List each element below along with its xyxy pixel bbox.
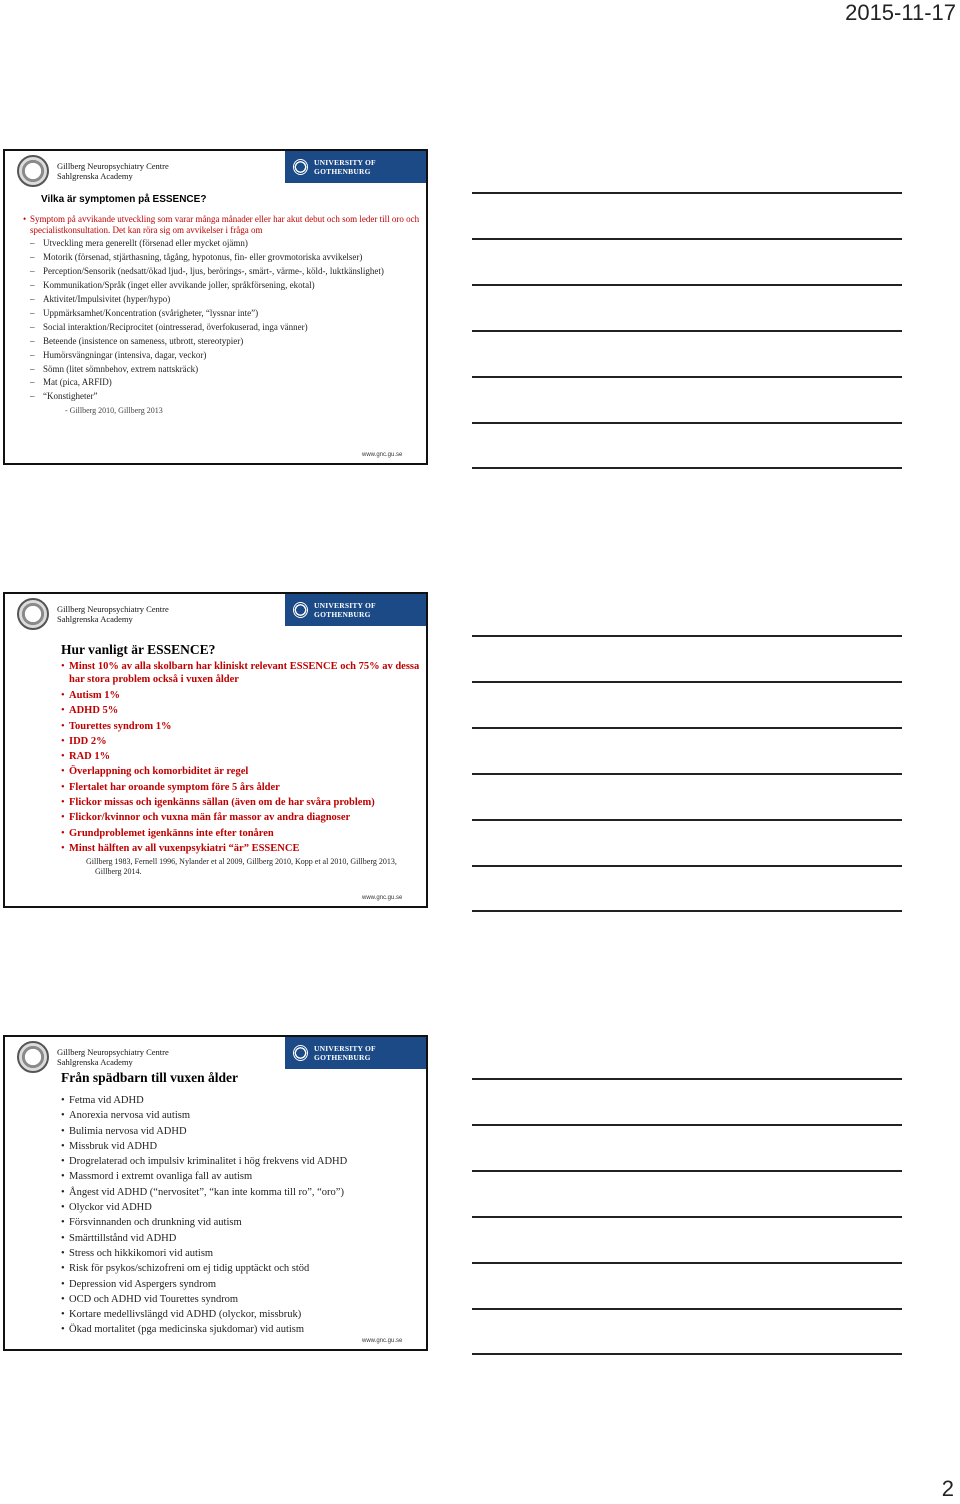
reference-line: Gillberg 2014. [95, 866, 142, 876]
gnc-seal-icon [17, 598, 49, 630]
note-line [472, 681, 902, 683]
note-line [472, 1262, 902, 1264]
list-item: • Minst 10% av alla skolbarn har kliniskt relevant ESSENCE och 75% av dessa har stora problem också i vuxen ålder [61, 661, 427, 686]
list-item: • Flertalet har oroande symptom före 5 års ålder [61, 780, 427, 795]
list-item: – Beteende (insistence on sameness, utbrott, stereotypier) [25, 335, 427, 349]
list-item: • ADHD 5% [61, 703, 427, 718]
list-item: – Perception/Sensorik (nedsatt/ökad ljud-, ljus, berörings-, smärt-, värme-, köld-, luktkänslighet) [25, 265, 427, 279]
note-line [472, 910, 902, 912]
list-item: • Depression vid Aspergers syndrom [61, 1277, 427, 1292]
list-item: • Tourettes syndrom 1% [61, 719, 427, 734]
note-line [472, 1353, 902, 1355]
list-item: • Anorexia nervosa vid autism [61, 1108, 427, 1123]
slide-title: Från spädbarn till vuxen ålder [61, 1070, 239, 1085]
list-item: • OCD och ADHD vid Tourettes syndrom [61, 1292, 427, 1307]
gnc-seal-icon [17, 1041, 49, 1073]
university-name: UNIVERSITY OF GOTHENBURG [314, 1044, 376, 1062]
reference [61, 857, 427, 876]
note-line [472, 773, 902, 775]
list-item: • Missbruk vid ADHD [61, 1139, 427, 1154]
list-item: • Drogrelaterad och impulsiv kriminalitet i hög frekvens vid ADHD [61, 1154, 427, 1169]
slide-3 [3, 1035, 428, 1351]
slide-2 [3, 592, 428, 908]
slide-title: Hur vanligt är ESSENCE? [61, 642, 216, 657]
university-seal-icon [293, 602, 308, 618]
list-item: – Kommunikation/Språk (inget eller avvikande joller, språkförsening, ekotal) [25, 279, 427, 293]
note-line [472, 1308, 902, 1310]
reference: - Gillberg 2010, Gillberg 2013 [65, 406, 163, 416]
gnc-logo [17, 154, 169, 188]
print-date: 2015-11-17 [845, 0, 956, 25]
gnc-name: Gillberg Neuropsychiatry Centre [57, 1047, 169, 1057]
list-item: – Mat (pica, ARFID) [25, 376, 427, 390]
list-item: • Ångest vid ADHD (“nervositet”, “kan inte komma till ro”, “oro”) [61, 1185, 427, 1200]
list-item: • Grundproblemet igenkänns inte efter tonåren [61, 826, 427, 841]
slide-body [61, 661, 427, 876]
note-line [472, 1078, 902, 1080]
list-item: • Försvinnanden och drunkning vid autism [61, 1215, 427, 1230]
gnc-academy: Sahlgrenska Academy [57, 1057, 133, 1067]
university-name: UNIVERSITY OF GOTHENBURG [314, 601, 376, 619]
list-item: – Aktivitet/Impulsivitet (hyper/hypo) [25, 293, 427, 307]
list-item: – Humörsvängningar (intensiva, dagar, veckor) [25, 349, 427, 363]
slide-body [25, 214, 427, 418]
gnc-seal-icon [17, 155, 49, 187]
note-line [472, 422, 902, 424]
list-item: • Flickor/kvinnor och vuxna män får massor av andra diagnoser [61, 810, 427, 825]
gnc-logo [17, 597, 169, 631]
note-line [472, 727, 902, 729]
list-item: – Sömn (litet sömnbehov, extrem nattskräck) [25, 363, 427, 377]
list-item: • Fetma vid ADHD [61, 1093, 427, 1108]
note-line [472, 635, 902, 637]
university-name: UNIVERSITY OF GOTHENBURG [314, 158, 376, 176]
reference-line: Gillberg 1983, Fernell 1996, Nylander et al 2009, Gillberg 2010, Kopp et al 2010, Gillberg 2013, [86, 857, 397, 867]
gnc-logo [17, 1040, 169, 1074]
list-item: • Överlappning och komorbiditet är regel [61, 764, 427, 779]
note-line [472, 238, 902, 240]
list-item: • Minst hälften av all vuxenpsykiatri “är” ESSENCE [61, 841, 427, 856]
university-banner [285, 594, 426, 626]
note-line [472, 467, 902, 469]
list-item: – Social interaktion/Reciprocitet (ointresserad, överfokuserad, inga vänner) [25, 321, 427, 335]
list-item: • Massmord i extremt ovanliga fall av autism [61, 1169, 427, 1184]
list-item: • Risk för psykos/schizofreni om ej tidig upptäckt och stöd [61, 1261, 427, 1276]
list-item: • Stress och hikkikomori vid autism [61, 1246, 427, 1261]
university-seal-icon [293, 1045, 308, 1061]
note-line [472, 376, 902, 378]
list-item: • Autism 1% [61, 688, 427, 703]
note-line [472, 1170, 902, 1172]
list-item: • IDD 2% [61, 734, 427, 749]
list-item: • Bulimia nervosa vid ADHD [61, 1124, 427, 1139]
note-line [472, 1124, 902, 1126]
gnc-academy: Sahlgrenska Academy [57, 171, 133, 181]
note-line [472, 330, 902, 332]
note-line [472, 865, 902, 867]
note-line [472, 1216, 902, 1218]
gnc-name: Gillberg Neuropsychiatry Centre [57, 604, 169, 614]
list-item: – Motorik (försenad, stjärthasning, tågång, hypotonus, fin- eller grovmotoriska avvikelser) [25, 251, 427, 265]
list-item: • Kortare medellivslängd vid ADHD (olyckor, missbruk) [61, 1307, 427, 1322]
list-item: • Smärttillstånd vid ADHD [61, 1231, 427, 1246]
footer-url: www.gnc.gu.se [362, 1338, 403, 1344]
list-item: – Utveckling mera generellt (försenad eller mycket ojämn) [25, 237, 427, 251]
list-item: • Ökad mortalitet (pga medicinska sjukdomar) vid autism [61, 1322, 427, 1337]
slide-title: Vilka är symptomen på ESSENCE? [41, 194, 207, 205]
footer-url: www.gnc.gu.se [362, 895, 403, 901]
list-item: • RAD 1% [61, 749, 427, 764]
list-item: • Flickor missas och igenkänns sällan (även om de har svåra problem) [61, 795, 427, 810]
gnc-academy: Sahlgrenska Academy [57, 614, 133, 624]
list-item: – “Konstigheter” [25, 390, 427, 404]
note-line [472, 284, 902, 286]
list-item: – Uppmärksamhet/Koncentration (svårigheter, “lyssnar inte”) [25, 307, 427, 321]
university-seal-icon [293, 159, 308, 175]
gnc-name: Gillberg Neuropsychiatry Centre [57, 161, 169, 171]
slide-body [61, 1093, 427, 1338]
note-line [472, 192, 902, 194]
footer-url: www.gnc.gu.se [362, 452, 403, 458]
intro-bullet: • Symptom på avvikande utveckling som varar många månader eller har akut debut och som leder till oro och specialistkonsultation. Det kan röra sig om avvikelser i fråga om [25, 214, 427, 235]
page-number: 2 [941, 1476, 954, 1501]
list-item: • Olyckor vid ADHD [61, 1200, 427, 1215]
slide-1 [3, 149, 428, 465]
university-banner [285, 1037, 426, 1069]
note-line [472, 819, 902, 821]
university-banner [285, 151, 426, 183]
